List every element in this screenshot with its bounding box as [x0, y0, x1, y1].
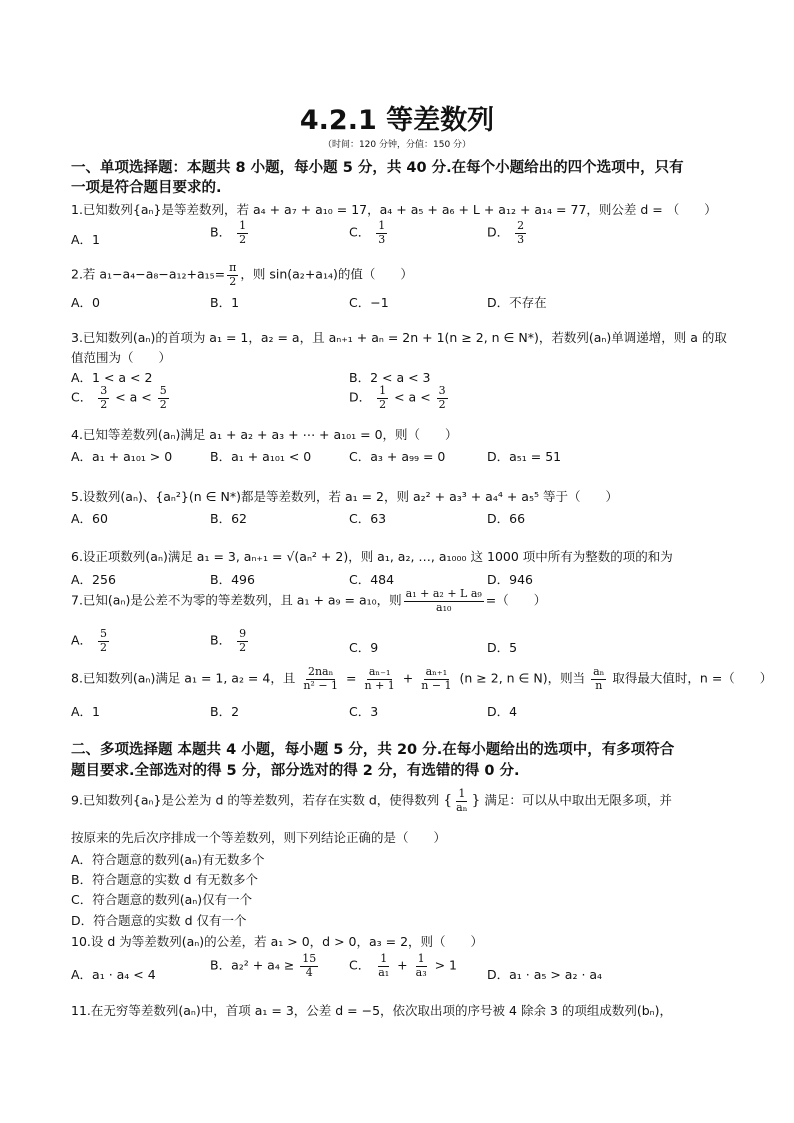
operator: +	[397, 957, 408, 973]
stem-text: 满足：可以从中取出无限多项，并	[484, 792, 672, 808]
question-10-stem: 10.设 d 为等差数列(aₙ)的公差，若 a₁ > 0，d > 0，a₃ = 2，则（ ）	[71, 934, 484, 949]
question-2-stem	[71, 262, 413, 288]
question-5-option-a: A．60	[71, 511, 108, 526]
numerator: 1	[417, 952, 425, 965]
question-3-option-a: A．1 < a < 2	[71, 370, 153, 385]
numerator: 9	[239, 627, 247, 640]
stem-text: 取得最大值时，n =（ ）	[612, 670, 773, 686]
fraction	[98, 385, 109, 411]
question-4-option-a: A．a₁ + a₁₀₁ > 0	[71, 449, 173, 464]
numerator: 3	[438, 384, 446, 397]
question-2-option-b: B．1	[210, 295, 240, 310]
numerator: 1	[379, 384, 387, 397]
question-6-option-d: D．946	[487, 572, 533, 587]
denominator: 2	[438, 397, 446, 411]
fraction	[98, 628, 109, 654]
question-3-option-d	[349, 385, 450, 411]
fraction	[404, 588, 484, 614]
denominator: 2	[239, 232, 247, 246]
denominator: 2	[159, 397, 167, 411]
section1-heading-line1: 一、单项选择题：本题共 8 小题，每小题 5 分，共 40 分.在每个小题给出的四个选项中，只有	[71, 160, 684, 176]
fraction	[419, 666, 453, 692]
denominator: 2	[100, 640, 108, 654]
question-1-option-c	[349, 220, 389, 246]
fraction	[301, 666, 340, 692]
fraction	[158, 385, 169, 411]
option-label: D．	[349, 389, 372, 405]
page-subtitle: （时间：120 分钟，分值：150 分）	[322, 140, 472, 150]
question-9-option-a: A．符合题意的数列(aₙ)有无数多个	[71, 852, 265, 867]
denominator: n² − 1	[303, 678, 339, 692]
numerator: 3	[100, 384, 108, 397]
question-1-option-a: A．1	[71, 232, 101, 247]
option-label: B．	[210, 632, 232, 648]
fraction	[414, 953, 429, 979]
question-4-option-b: B．a₁ + a₁₀₁ < 0	[210, 449, 312, 464]
fraction	[362, 666, 396, 692]
numerator: a₁ + a₂ + L a₉	[405, 587, 482, 600]
fraction	[227, 262, 238, 288]
stem-text: 2.若 a₁−a₄−a₈−a₁₂+a₁₅=	[71, 266, 226, 282]
section2-heading-line2: 题目要求.全部选对的得 5 分，部分选对的得 2 分，有选错的得 0 分.	[71, 763, 520, 779]
option-label: B．	[210, 224, 232, 240]
fraction	[300, 953, 318, 979]
fraction	[377, 385, 388, 411]
denominator: a₃	[415, 965, 427, 979]
stem-text: 8.已知数列(aₙ)满足 a₁ = 1, a₂ = 4，且	[71, 670, 296, 686]
numerator: π	[229, 261, 237, 274]
stem-text: (n ≥ 2, n ∈ N)，则当	[459, 670, 586, 686]
numerator: 2	[517, 219, 525, 232]
question-10-option-d: D．a₁ · a₅ > a₂ · a₄	[487, 967, 603, 982]
fraction	[454, 788, 469, 814]
stem-text: 7.已知(aₙ)是公差不为零的等差数列，且 a₁ + a₉ = a₁₀，则	[71, 592, 402, 608]
numerator: 2naₙ	[307, 665, 334, 678]
question-1-stem: 1.已知数列{aₙ}是等差数列，若 a₄ + a₇ + a₁₀ = 17，a₄ + a₅ + a₆ + L + a₁₂ + a₁₄ = 77，则公差 d = （ ）	[71, 202, 717, 217]
question-9-option-d: D．符合题意的实数 d 仅有一个	[71, 913, 247, 928]
question-5-option-b: B．62	[210, 511, 247, 526]
option-label: B．a₂² + a₄ ≥	[210, 957, 295, 973]
question-5-stem: 5.设数列(aₙ)、{aₙ²}(n ∈ N*)都是等差数列，若 a₁ = 2，则 a₂² + a₃³ + a₄⁴ + a₅⁵ 等于（ ）	[71, 489, 618, 504]
question-9-option-c: C．符合题意的数列(aₙ)仅有一个	[71, 892, 253, 907]
question-8-stem	[71, 666, 772, 692]
stem-text: =（ ）	[485, 592, 547, 608]
question-8-option-d: D．4	[487, 704, 518, 719]
fraction	[376, 220, 387, 246]
numerator: aₙ₋₁	[368, 665, 391, 678]
numerator: 15	[302, 952, 317, 965]
question-7-option-b	[210, 628, 250, 654]
question-7-stem	[71, 588, 546, 614]
numerator: 5	[100, 627, 108, 640]
option-label: D．	[487, 224, 510, 240]
fraction	[237, 220, 248, 246]
fraction	[515, 220, 526, 246]
question-10-option-a: A．a₁ · a₄ < 4	[71, 967, 156, 982]
numerator: aₙ₊₁	[425, 665, 448, 678]
question-3-option-c	[71, 385, 171, 411]
question-10-option-b	[210, 953, 320, 979]
denominator: 2	[229, 274, 237, 288]
question-9-option-b: B．符合题意的实数 d 有无数多个	[71, 872, 258, 887]
numerator: 5	[159, 384, 167, 397]
question-6-option-a: A．256	[71, 572, 116, 587]
denominator: n − 1	[421, 678, 452, 692]
option-label: C．	[71, 389, 93, 405]
denominator: 2	[100, 397, 108, 411]
denominator: a₁	[378, 965, 390, 979]
question-1-option-b	[210, 220, 250, 246]
question-3-stem-line2: 值范围为（ ）	[71, 350, 172, 365]
stem-text: ，则 sin(a₂+a₁₄)的值（ ）	[240, 266, 413, 282]
inequality: < a <	[394, 389, 431, 405]
numerator: 1	[380, 952, 388, 965]
left-brace: {	[443, 792, 453, 809]
fraction	[437, 385, 448, 411]
question-2-option-c: C．−1	[349, 295, 389, 310]
question-4-option-c: C．a₃ + a₉₉ = 0	[349, 449, 446, 464]
question-2-option-a: A．0	[71, 295, 101, 310]
question-5-option-d: D．66	[487, 511, 526, 526]
question-3-option-b: B．2 < a < 3	[349, 370, 431, 385]
denominator: 2	[379, 397, 387, 411]
question-7-option-c: C．9	[349, 640, 379, 655]
denominator: a₁₀	[436, 600, 452, 614]
denominator: 3	[378, 232, 386, 246]
question-8-option-a: A．1	[71, 704, 101, 719]
question-11-stem: 11.在无穷等差数列(aₙ)中，首项 a₁ = 3，公差 d = −5，依次取出项的序号被 4 除余 3 的项组成数列(bₙ)，	[71, 1003, 673, 1018]
question-5-option-c: C．63	[349, 511, 387, 526]
numerator: 1	[458, 787, 466, 800]
question-8-option-c: C．3	[349, 704, 379, 719]
question-10-option-c	[349, 953, 457, 979]
question-6-option-b: B．496	[210, 572, 255, 587]
denominator: n	[595, 678, 603, 692]
operator: +	[402, 670, 414, 686]
question-6-option-c: C．484	[349, 572, 395, 587]
option-label: C．	[349, 224, 371, 240]
numerator: aₙ	[593, 665, 605, 678]
right-brace: }	[471, 792, 481, 809]
question-9-stem-line2: 按原来的先后次序排成一个等差数列，则下列结论正确的是（ ）	[71, 830, 447, 845]
numerator: 1	[378, 219, 386, 232]
denominator: aₙ	[456, 800, 468, 814]
question-6-stem: 6.设正项数列(aₙ)满足 a₁ = 3, aₙ₊₁ = √(aₙ² + 2)，则 a₁, a₂, …, a₁₀₀₀ 这 1000 项中所有为整数的项的和为	[71, 549, 673, 564]
denominator: 4	[305, 965, 313, 979]
denominator: 3	[517, 232, 525, 246]
inequality: < a <	[115, 389, 152, 405]
question-7-option-a	[71, 628, 111, 654]
question-3-stem-line1: 3.已知数列(aₙ)的首项为 a₁ = 1，a₂ = a，且 aₙ₊₁ + aₙ = 2n + 1(n ≥ 2, n ∈ N*)，若数列(aₙ)单调递增，则 a 的取	[71, 330, 727, 345]
stem-text: 9.已知数列{aₙ}是公差为 d 的等差数列，若存在实数 d，使得数列	[71, 792, 440, 808]
section2-heading-line1: 二、多项选择题 本题共 4 小题，每小题 5 分，共 20 分.在每小题给出的选项中，有多项符合	[71, 742, 675, 758]
inequality: > 1	[434, 957, 457, 973]
question-7-option-d: D．5	[487, 640, 518, 655]
fraction	[591, 666, 606, 692]
section1-heading-line2: 一项是符合题目要求的.	[71, 180, 222, 196]
question-8-option-b: B．2	[210, 704, 240, 719]
question-1-option-d	[487, 220, 528, 246]
question-4-stem: 4.已知等差数列(aₙ)满足 a₁ + a₂ + a₃ + ⋯ + a₁₀₁ = 0，则（ ）	[71, 427, 458, 442]
option-label: C．	[349, 957, 371, 973]
operator: =	[346, 670, 357, 686]
denominator: 2	[239, 640, 247, 654]
denominator: n + 1	[364, 678, 395, 692]
question-2-option-d: D．不存在	[487, 295, 547, 310]
option-label: A．	[71, 632, 93, 648]
question-9-stem	[71, 788, 672, 814]
page-title: 4.2.1 等差数列	[299, 105, 495, 136]
numerator: 1	[239, 219, 247, 232]
fraction	[237, 628, 248, 654]
fraction	[376, 953, 391, 979]
question-4-option-d: D．a₅₁ = 51	[487, 449, 562, 464]
